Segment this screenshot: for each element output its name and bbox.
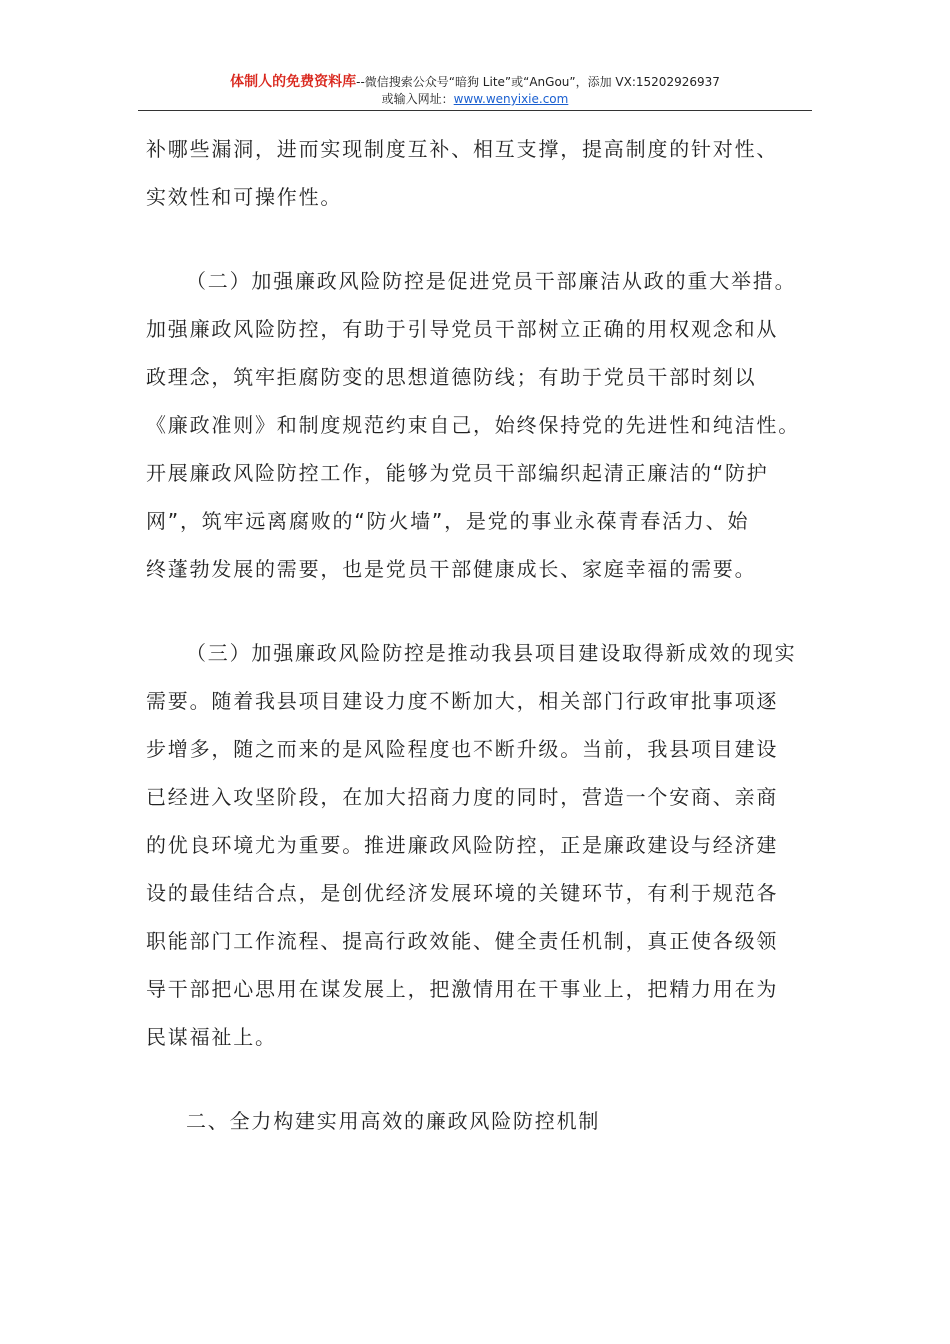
paragraph-line: 开展廉政风险防控工作，能够为党员干部编织起清正廉洁的“防护 — [146, 461, 769, 485]
paragraph — [146, 629, 826, 1061]
paragraph-line: 网”，筑牢远离腐败的“防火墙”，是党的事业永葆青春活力、始 — [146, 509, 750, 533]
section-heading-text: 二、全力构建实用高效的廉政风险防控机制 — [186, 1109, 601, 1133]
paragraph-line: （二）加强廉政风险防控是促进党员干部廉洁从政的重大举措。 — [186, 269, 797, 293]
paragraph — [146, 257, 826, 593]
header-url-link[interactable]: www.wenyixie.com — [453, 92, 569, 106]
section-heading — [146, 1097, 826, 1145]
paragraph-line: （三）加强廉政风险防控是推动我县项目建设取得新成效的现实 — [186, 641, 797, 665]
page-header — [138, 74, 812, 108]
paragraph-line: 的优良环境尤为重要。推进廉政风险防控，正是廉政建设与经济建 — [146, 833, 779, 857]
header-line-2 — [138, 91, 812, 108]
header-divider — [138, 110, 812, 111]
paragraph-line: 实效性和可操作性。 — [146, 185, 343, 209]
header-brand: 体制人的免费资料库 — [230, 74, 357, 90]
paragraph-line: 民谋福祉上。 — [146, 1025, 277, 1049]
header-note: --微信搜索公众号“暗狗 Lite”或“AnGou”，添加 VX:15202926937 — [356, 75, 720, 89]
header-url-prefix: 或输入网址： — [381, 92, 454, 106]
paragraph — [146, 125, 826, 221]
paragraph-line: 补哪些漏洞，进而实现制度互补、相互支撑，提高制度的针对性、 — [146, 137, 779, 161]
paragraph-line: 终蓬勃发展的需要，也是党员干部健康成长、家庭幸福的需要。 — [146, 557, 757, 581]
paragraph-line: 加强廉政风险防控，有助于引导党员干部树立正确的用权观念和从 — [146, 317, 779, 341]
paragraph-line: 《廉政准则》和制度规范约束自己，始终保持党的先进性和纯洁性。 — [146, 413, 800, 437]
document-body — [146, 125, 826, 1145]
paragraph-line: 政理念，筑牢拒腐防变的思想道德防线；有助于党员干部时刻以 — [146, 365, 757, 389]
paragraph-line: 设的最佳结合点，是创优经济发展环境的关键环节，有利于规范各 — [146, 881, 779, 905]
paragraph-line: 步增多，随之而来的是风险程度也不断升级。当前，我县项目建设 — [146, 737, 779, 761]
paragraph-line: 导干部把心思用在谋发展上，把激情用在干事业上，把精力用在为 — [146, 977, 779, 1001]
paragraph-line: 需要。随着我县项目建设力度不断加大，相关部门行政审批事项逐 — [146, 689, 779, 713]
paragraph-line: 职能部门工作流程、提高行政效能、健全责任机制，真正使各级领 — [146, 929, 779, 953]
paragraph-line: 已经进入攻坚阶段，在加大招商力度的同时，营造一个安商、亲商 — [146, 785, 779, 809]
header-line-1 — [138, 74, 812, 91]
